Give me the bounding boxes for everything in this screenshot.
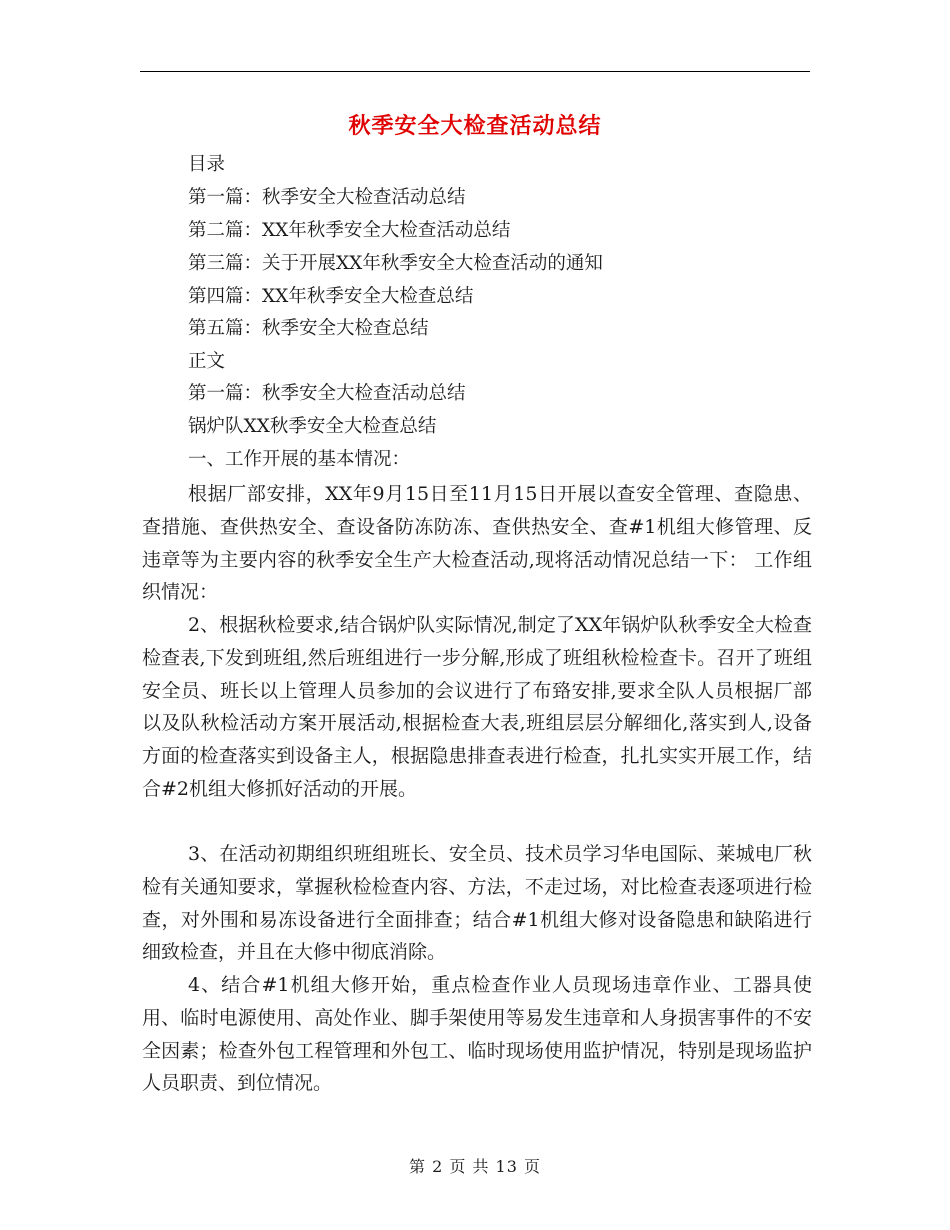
section-heading: 一、工作开展的基本情况： <box>188 449 411 470</box>
paragraph-2: 2、根据秋检要求,结合锅炉队实际情况,制定了XX年锅炉队秋季安全大检查检查表,下发到班组,然后班组进行一步分解,形成了班组秋检检查卡。召开了班组安全员、班长以上管理人员参加的会议进行了布臵安排,要求全队人员根据厂部以及队秋检活动方案开展活动,根据检查大表,班组层层分解细化,落实到人,设备方面的检查落实到设备主人，根据隐患排查表进行检查，扎扎实实开展工作，结合#2机组大修抓好活动的开展。 <box>142 614 812 800</box>
toc-item-5: 第五篇：秋季安全大检查总结 <box>188 318 429 339</box>
header-rule <box>140 71 810 72</box>
paragraph-1: 根据厂部安排，XX年9月15日至11月15日开展以查安全管理、查隐患、查措施、查供热安全、查设备防冻防冻、查供热安全、查#1机组大修管理、反违章等为主要内容的秋季安全生产大检查活动,现将活动情况总结一下： 工作组织情况： <box>142 483 812 604</box>
toc-item-3: 第三篇：关于开展XX年秋季安全大检查活动的通知 <box>188 253 603 274</box>
toc-item-1: 第一篇：秋季安全大检查活动总结 <box>188 187 466 208</box>
paragraph-4: 4、结合#1机组大修开始，重点检查作业人员现场违章作业、工器具使用、临时电源使用、高处作业、脚手架使用等易发生违章和人身损害事件的不安全因素；检查外包工程管理和外包工、临时现场使用监护情况，特别是现场监护人员职责、到位情况。 <box>142 974 812 1095</box>
toc-item-4: 第四篇：XX年秋季安全大检查总结 <box>188 286 474 307</box>
toc-label: 目录 <box>188 154 226 175</box>
body-label: 正文 <box>188 351 226 372</box>
subheading: 锅炉队XX秋季安全大检查总结 <box>188 416 437 437</box>
page-number: 第 2 页 共 13 页 <box>409 1157 541 1176</box>
chapter-heading: 第一篇：秋季安全大检查活动总结 <box>188 383 466 404</box>
paragraph-3: 3、在活动初期组织班组班长、安全员、技术员学习华电国际、莱城电厂秋检有关通知要求，掌握秋检检查内容、方法，不走过场，对比检查表逐项进行检查，对外围和易冻设备进行全面排查；结合#1机组大修对设备隐患和缺陷进行细致检查，并且在大修中彻底消除。 <box>142 843 812 964</box>
toc-item-2: 第二篇：XX年秋季安全大检查活动总结 <box>188 220 511 241</box>
document-title: 秋季安全大检查活动总结 <box>348 114 602 139</box>
